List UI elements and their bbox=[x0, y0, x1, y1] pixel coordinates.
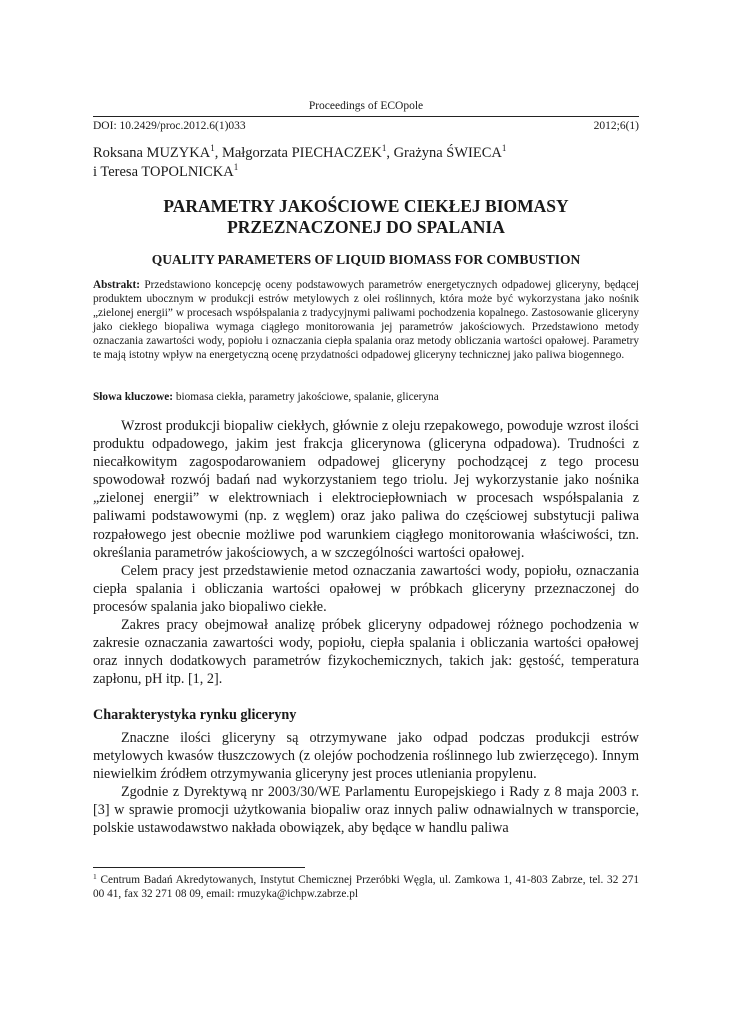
footnote-marker: 1 bbox=[93, 872, 97, 881]
doi-line bbox=[93, 120, 639, 132]
paragraph: Wzrost produkcji biopaliw ciekłych, głównie z oleju rzepakowego, powoduje wzrost ilości produktu odpadowego, jakim jest frakcja glicerynowa (gliceryna odpadowa). Trudności z niecałkowitym zagospodarowaniem odpadowej gliceryny pochodzącej z tego procesu spowodował rozwój badań nad wykorzystaniem tego triolu. Jej wykorzystanie jako nośnika „zielonej energii” w elektrowniach i elektrociepłowniach w procesach współspalania z paliwami podstawowymi (np. z węglem) oraz jako paliwa do częściowej substytucji paliwa rozpałowego jest obecnie możliwe pod warunkiem ciągłego monitorowania właściwości, tzn. określania parametrów jakościowych, a w szczególności wartości opałowej. bbox=[93, 418, 639, 561]
affiliation-marker: 1 bbox=[210, 143, 215, 153]
affiliation-marker: 1 bbox=[233, 162, 239, 172]
keywords-text: biomasa ciekła, parametry jakościowe, spalanie, gliceryna bbox=[173, 391, 439, 403]
paragraph: Zakres pracy obejmował analizę próbek gliceryny odpadowej różnego pochodzenia w zakresie oznaczania zawartości wody, popiołu, ciepła spalania i obliczania wartości opałowej oraz innych dodatkowych parametrów fizykochemicznych, takich jak: gęstość, temperatura zapłonu, pH itp. [1, 2]. bbox=[93, 617, 639, 688]
section-heading: Charakterystyka rynku gliceryny bbox=[93, 707, 297, 723]
keywords-label: Słowa kluczowe: bbox=[93, 391, 174, 403]
abstract-text: Przedstawiono koncepcję oceny podstawowych parametrów energetycznych odpadowej gliceryny, będącej produktem ubocznym w produkcji estrów metylowych z olei roślinnych, która może być wykorzystana jako nośnik „zielonej energii” w procesach współspalania z tradycyjnymi paliwami pochodzenia kopalnego. Zastosowanie gliceryny jako ciekłego biopaliwa wymaga ciągłego monitorowania jej parametrów jakościowych. Przedstawiono metody oznaczania zawartości wody, popiołu i oznaczania ciepła spalania oraz metody obliczania wartości opałowej. Parametry te mają istotny wpływ na energetyczną ocenę przydatności odpadowej gliceryny technicznej jako paliwa biogennego. bbox=[93, 279, 639, 361]
section-body bbox=[93, 729, 639, 838]
footnote-rule bbox=[93, 867, 305, 868]
title-line: PRZEZNACZONEJ DO SPALANIA bbox=[227, 217, 505, 237]
author-list bbox=[93, 144, 639, 182]
author-name: Roksana MUZYKA bbox=[93, 145, 211, 161]
abstract-label: Abstrakt: bbox=[93, 279, 141, 291]
footnote bbox=[93, 873, 639, 901]
doi: DOI: 10.2429/proc.2012.6(1)033 bbox=[93, 120, 246, 132]
title-line: PARAMETRY JAKOŚCIOWE CIEKŁEJ BIOMASY bbox=[163, 196, 569, 216]
author-name: , Grażyna ŚWIECA bbox=[386, 145, 502, 161]
author-name: i Teresa TOPOLNICKA bbox=[93, 164, 234, 180]
header-rule bbox=[93, 116, 639, 117]
affiliation-marker: 1 bbox=[381, 143, 387, 153]
title-polish bbox=[93, 196, 639, 238]
journal-name: Proceedings of ECOpole bbox=[308, 100, 424, 112]
paragraph: Zgodnie z Dyrektywą nr 2003/30/WE Parlamentu Europejskiego i Rady z 8 maja 2003 r. [3] w sprawie promocji użytkowania biopaliw oraz innych paliw odnawialnych w transporcie, polskie ustawodawstwo nakłada obowiązek, aby będące w handlu paliwa bbox=[93, 784, 639, 837]
title-english: QUALITY PARAMETERS OF LIQUID BIOMASS FOR COMBUSTION bbox=[151, 252, 581, 267]
volume: 2012;6(1) bbox=[593, 120, 639, 132]
author-name: , Małgorzata PIECHACZEK bbox=[214, 145, 382, 161]
paragraph: Celem pracy jest przedstawienie metod oznaczania zawartości wody, popiołu, oznaczania ciepła spalania i obliczania wartości opałowej w próbkach gliceryny przeznaczonej do procesów spalania jako biopaliwo ciekłe. bbox=[93, 562, 639, 615]
affiliation-marker: 1 bbox=[501, 143, 507, 153]
keywords bbox=[93, 391, 639, 403]
footnote-text: Centrum Badań Akredytowanych, Instytut Chemicznej Przeróbki Węgla, ul. Zamkowa 1, 41-803 Zabrze, tel. 32 271 00 41, fax 32 271 08 09, email: rmuzyka@ichpw.zabrze.pl bbox=[93, 874, 639, 900]
abstract bbox=[93, 279, 639, 362]
paragraph: Znaczne ilości gliceryny są otrzymywane jako odpad podczas produkcji estrów metylowych kwasów tłuszczowych (z olejów pochodzenia roślinnego lub zwierzęcego). Innym niewielkim źródłem otrzymywania gliceryny jest proces utleniania propylenu. bbox=[93, 730, 639, 783]
introduction-body bbox=[93, 417, 639, 688]
